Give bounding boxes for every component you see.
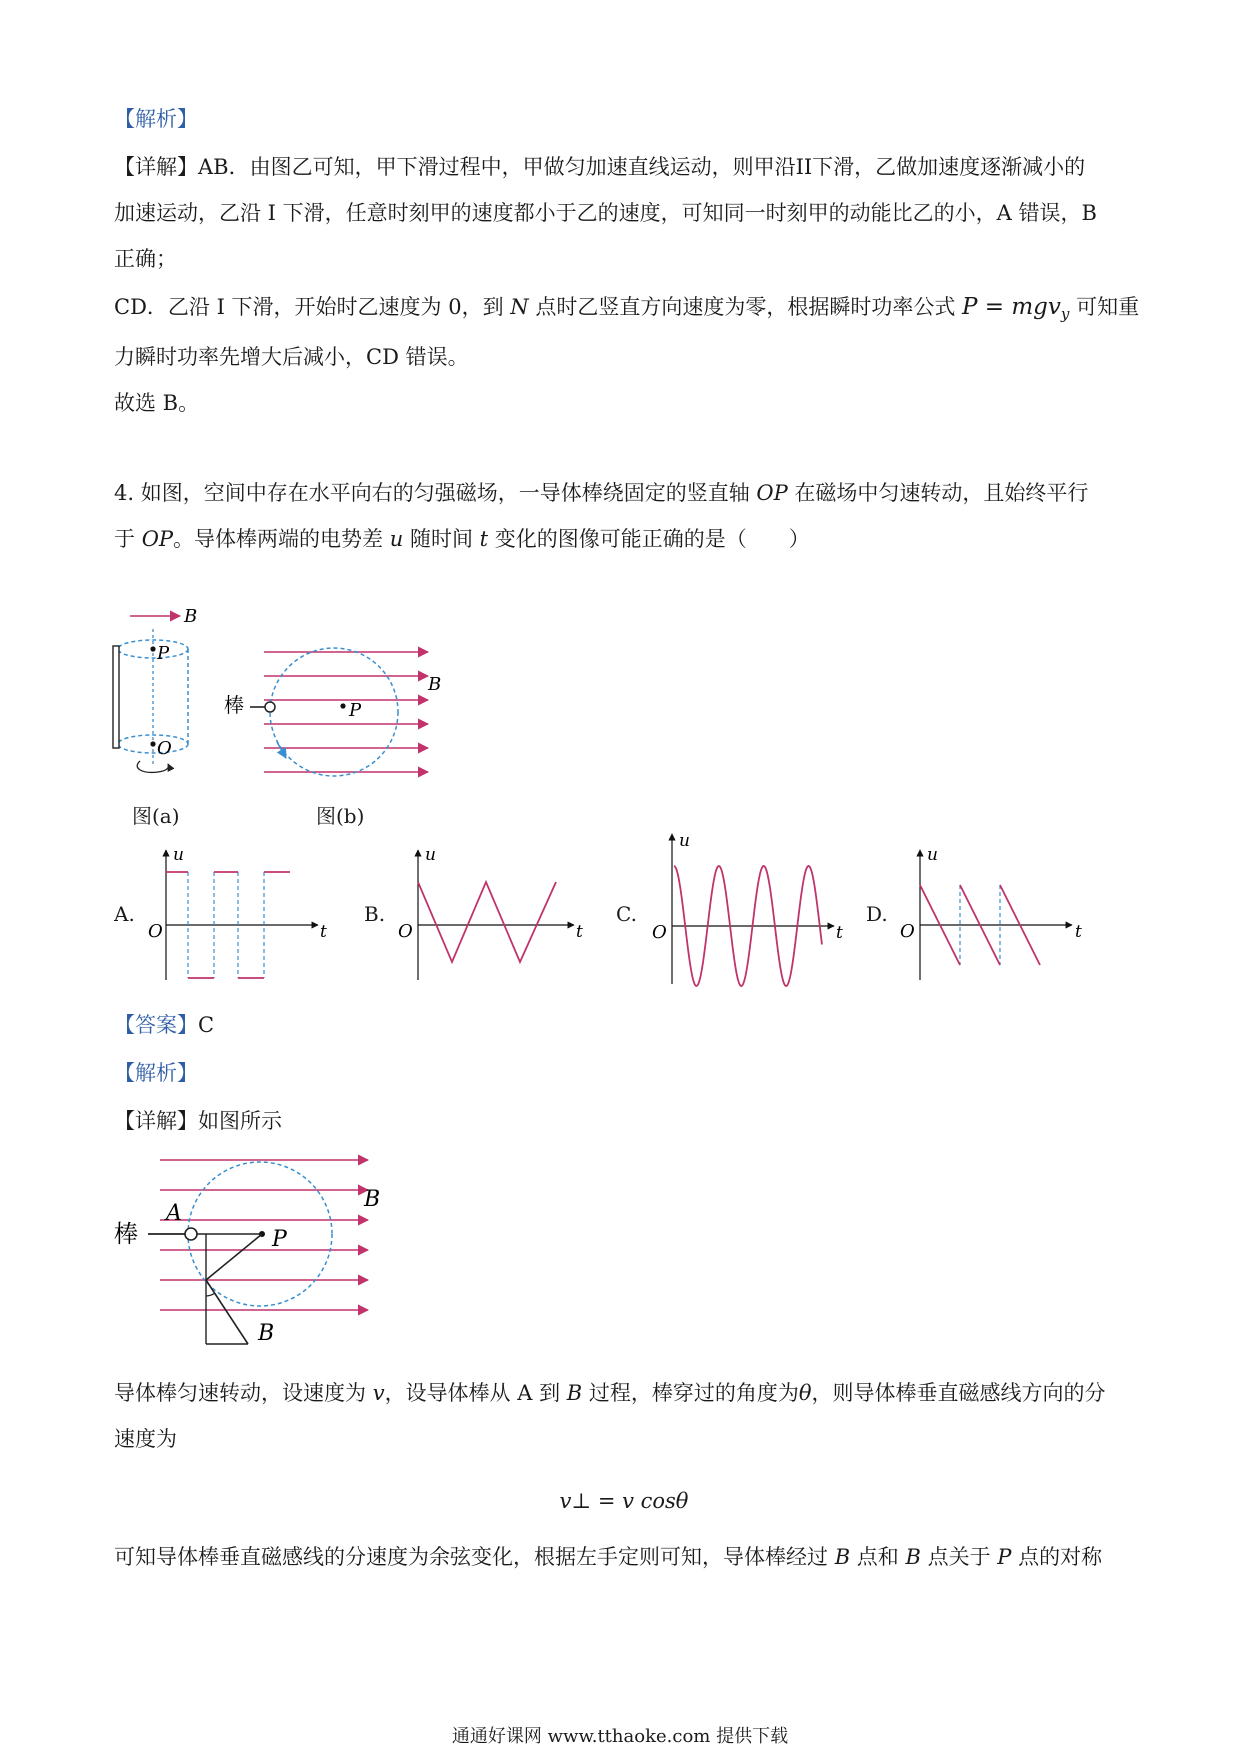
- svg-text:O: O: [148, 921, 163, 942]
- svg-text:O: O: [652, 922, 667, 943]
- velocity-formula: v⊥ = v cosθ: [559, 1489, 689, 1513]
- answer-line: [114, 1010, 1134, 1040]
- option-b-graph: [390, 840, 590, 990]
- text-line-2: 速度为: [114, 1427, 177, 1451]
- analysis-tag-2: 【解析】: [114, 1061, 198, 1085]
- q3-line-5: 力瞬时功率先增大后减小，CD 错误。: [114, 345, 469, 369]
- label-A: A: [166, 1201, 182, 1226]
- figure-b-label: 图(b): [316, 804, 365, 828]
- svg-text:B: B: [428, 674, 442, 695]
- q3-line-3: 正确；: [114, 247, 177, 271]
- detail-diagram: [110, 1148, 410, 1348]
- option-d-graph: [892, 840, 1092, 990]
- figure-b-top-view: [222, 630, 442, 790]
- detail-line: 【详解】如图所示: [114, 1109, 282, 1133]
- rod-label: 棒: [224, 693, 244, 717]
- svg-text:t: t: [836, 923, 843, 943]
- q3-line-6: 故选 B。: [114, 391, 200, 415]
- option-a-label: A.: [114, 902, 135, 926]
- svg-text:B: B: [258, 1321, 275, 1346]
- answer-value: C: [198, 1013, 215, 1037]
- svg-text:P: P: [157, 643, 170, 664]
- svg-text:u: u: [927, 845, 938, 865]
- power-formula: P = mgv: [962, 294, 1061, 320]
- svg-text:t: t: [576, 922, 583, 942]
- svg-text:u: u: [425, 845, 436, 865]
- figure-a-cylinder: [108, 604, 218, 794]
- text-line-1: 导体棒匀速转动，设速度为 v，设导体棒从 A 到 B 过程，棒穿过的角度为θ，则导体棒垂直磁感线方向的分: [114, 1381, 1106, 1405]
- q3-line-2: 加速运动，乙沿 I 下滑，任意时刻甲的速度都小于乙的速度，可知同一时刻甲的动能比乙的小，A 错误，B: [114, 201, 1097, 225]
- answer-tag: 【答案】: [114, 1013, 198, 1037]
- rod-label-2: 棒: [114, 1220, 138, 1248]
- svg-text:B: B: [364, 1187, 381, 1212]
- rod-shape: [113, 646, 119, 748]
- figure-a-label: 图(a): [132, 804, 180, 828]
- svg-text:O: O: [157, 738, 172, 759]
- option-c-graph: [644, 826, 854, 992]
- q4-line-1: 4. 如图，空间中存在水平向右的匀强磁场，一导体棒绕固定的竖直轴 OP 在磁场中匀速转动，且始终平行: [114, 481, 1089, 505]
- q4-line-2: 于 OP。导体棒两端的电势差 u 随时间 t 变化的图像可能正确的是（ ）: [114, 527, 810, 551]
- option-a-graph: [140, 840, 330, 990]
- q3-line-1: 【详解】AB．由图乙可知，甲下滑过程中，甲做匀加速直线运动，则甲沿II下滑，乙做加速度逐渐减小的: [114, 155, 1086, 179]
- label-B: B: [184, 606, 198, 627]
- svg-text:u: u: [173, 845, 184, 865]
- svg-text:P: P: [349, 700, 362, 721]
- svg-text:O: O: [900, 921, 915, 942]
- triangle-wave: [418, 882, 556, 962]
- option-c-label: C.: [616, 902, 637, 926]
- q3-line-4: CD．乙沿 I 下滑，开始时乙速度为 0，到 N 点时乙竖直方向速度为零，根据瞬时功率公式 P = mgv$_y$ 可知重: [114, 294, 1140, 324]
- svg-text:t: t: [320, 922, 327, 942]
- option-d-label: D.: [866, 902, 888, 926]
- svg-text:P: P: [272, 1227, 287, 1252]
- footer: 通通好课网 www.tthaoke.com 提供下载: [451, 1726, 789, 1747]
- analysis-tag: 【解析】: [114, 107, 198, 131]
- svg-text:u: u: [679, 831, 690, 851]
- option-b-label: B.: [364, 902, 386, 926]
- text-line-3: 可知导体棒垂直磁感线的分速度为余弦变化，根据左手定则可知，导体棒经过 B 点和 B 点关于 P 点的对称: [114, 1545, 1103, 1569]
- svg-text:O: O: [398, 921, 413, 942]
- detail-tag: 【详解】: [114, 155, 198, 179]
- magnetic-field-lines: [264, 652, 428, 772]
- svg-text:t: t: [1075, 922, 1082, 942]
